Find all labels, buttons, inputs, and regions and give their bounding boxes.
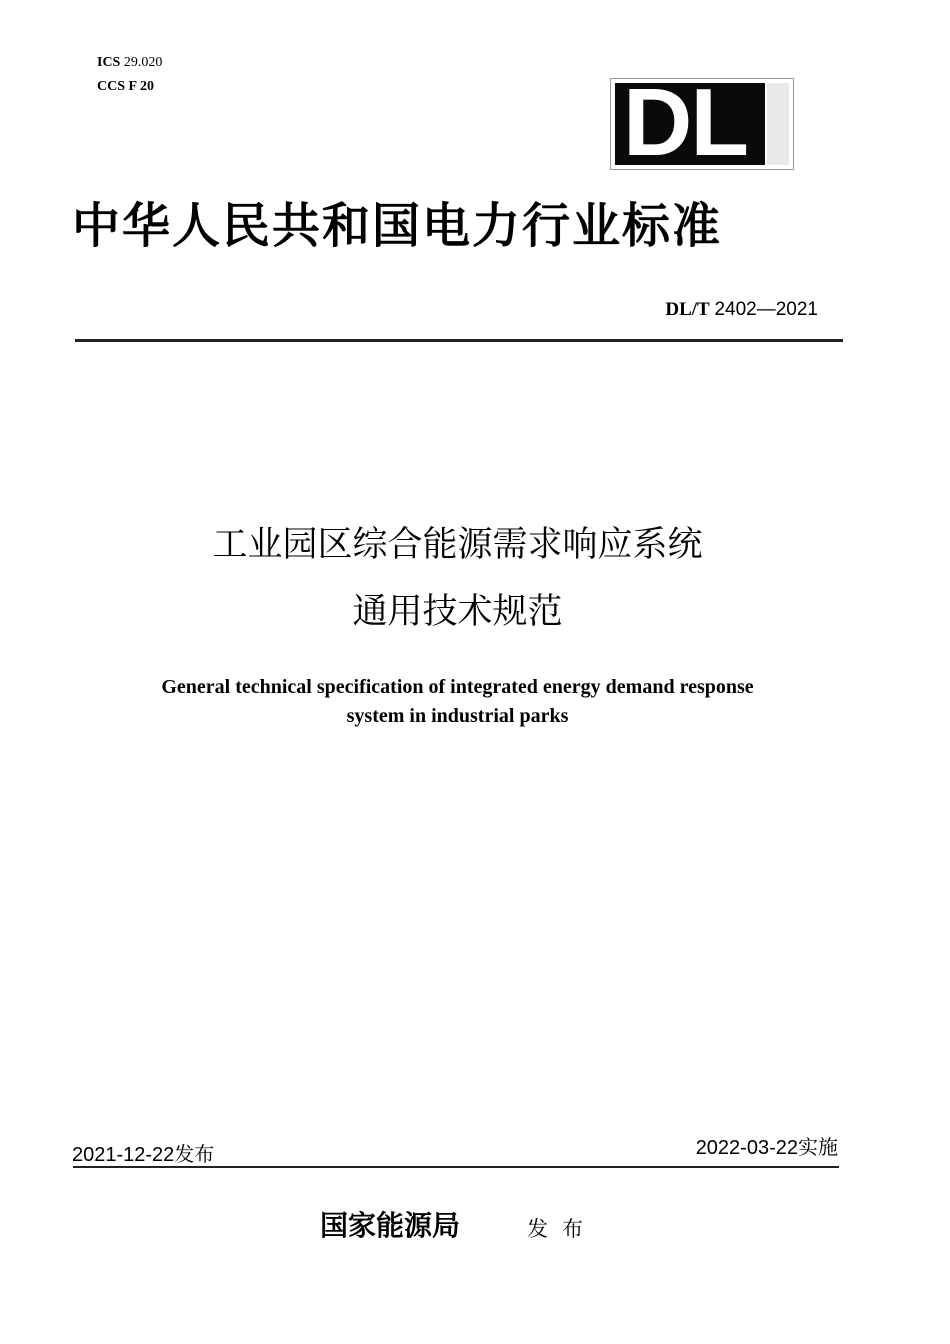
top-divider: [75, 339, 843, 342]
standard-number: [665, 298, 818, 322]
issue-date: 2021-12-22发布: [72, 1144, 215, 1166]
chinese-title-line-1: 工业园区综合能源需求响应系统: [212, 525, 703, 565]
standard-code: 2402—2021: [714, 299, 818, 320]
implementation-date: 2022-03-22实施: [695, 1137, 838, 1159]
english-title-line-1: General technical specification of integrated energy demand response: [161, 676, 754, 698]
ics-label: ICS: [97, 55, 121, 70]
chinese-title-line-2: 通用技术规范: [352, 592, 563, 632]
dl-logo-text: DL: [623, 69, 747, 176]
publish-label: 发布: [527, 1217, 597, 1241]
ccs-classification: [97, 78, 154, 96]
english-title-line-2: system in industrial parks: [346, 705, 569, 727]
ics-code: 29.020: [123, 55, 163, 70]
publisher-name: 国家能源局: [320, 1209, 461, 1242]
dl-logo-strip: [767, 83, 789, 165]
dl-logo: [610, 69, 794, 176]
industry-standard-title: 中华人民共和国电力行业标准: [72, 198, 723, 254]
ccs-label: CCS: [97, 79, 126, 94]
standard-prefix: DL/T: [665, 299, 710, 320]
bottom-divider: [73, 1166, 839, 1168]
ccs-code: F 20: [128, 79, 155, 94]
ics-classification: [97, 54, 162, 72]
